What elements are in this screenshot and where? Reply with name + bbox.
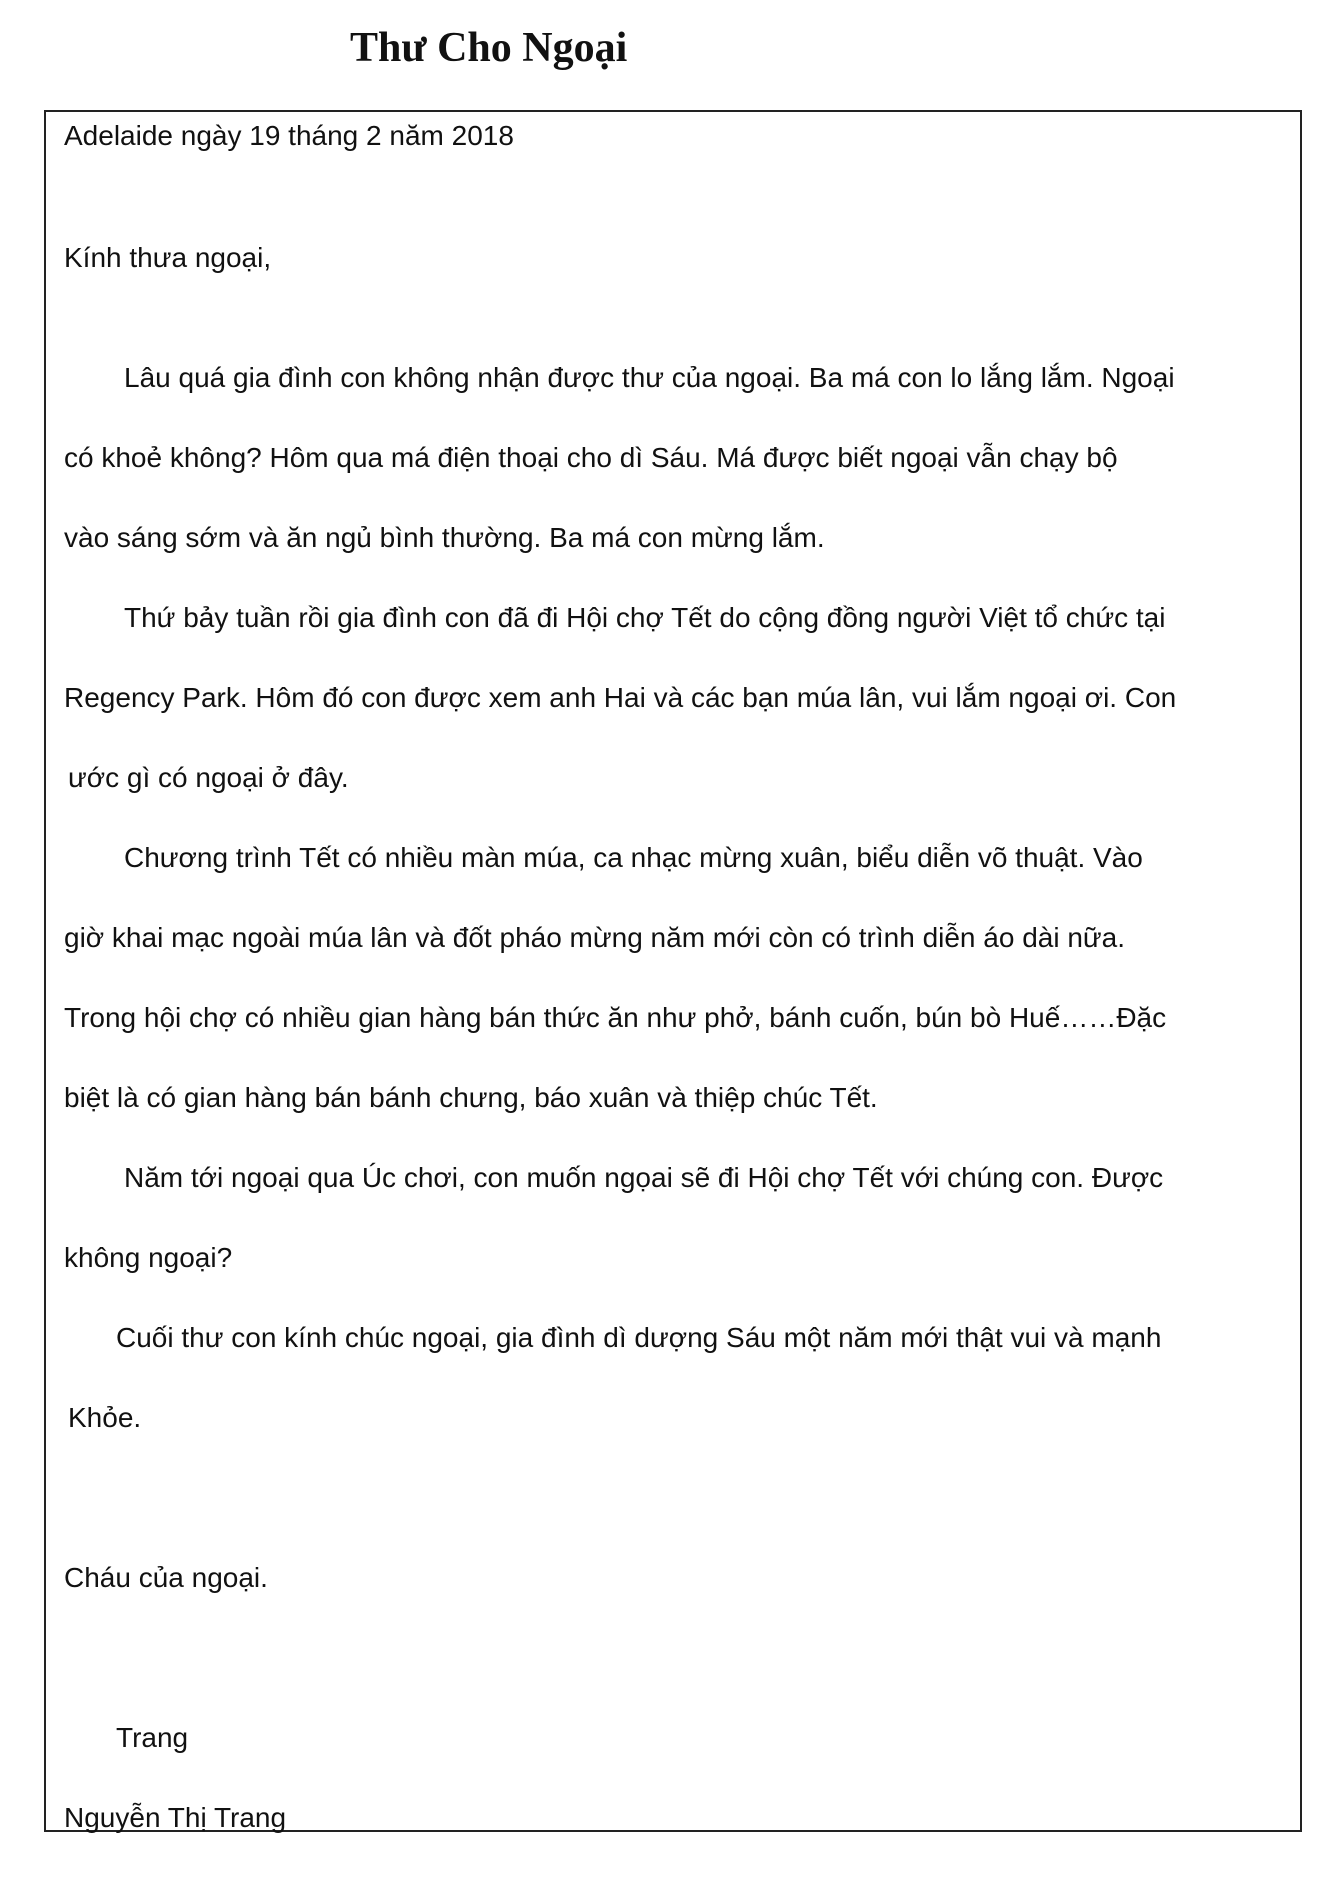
paragraph-line: biệt là có gian hàng bán bánh chưng, báo xuân và thiệp chúc Tết. xyxy=(64,1082,878,1113)
paragraph-line: giờ khai mạc ngoài múa lân và đốt pháo mừng năm mới còn có trình diễn áo dài nữa. xyxy=(64,922,1126,953)
paragraph-line: có khoẻ không? Hôm qua má điện thoại cho dì Sáu. Má được biết ngoại vẫn chạy bộ xyxy=(64,442,1118,473)
paragraph-line: vào sáng sớm và ăn ngủ bình thường. Ba má con mừng lắm. xyxy=(64,522,825,553)
paragraph-line: không ngoại? xyxy=(64,1242,233,1273)
signature: Trang xyxy=(116,1722,189,1753)
paragraph-line: Trong hội chợ có nhiều gian hàng bán thức ăn như phở, bánh cuốn, bún bò Huế……Đặc xyxy=(64,1002,1167,1033)
paragraph-line: Thứ bảy tuần rồi gia đình con đã đi Hội chợ Tết do cộng đồng người Việt tổ chức tại xyxy=(124,602,1166,633)
letter-frame xyxy=(44,110,1302,1832)
closing-line: Cháu của ngoại. xyxy=(64,1562,268,1593)
paragraph-line: Lâu quá gia đình con không nhận được thư của ngoại. Ba má con lo lắng lắm. Ngoại xyxy=(124,362,1175,393)
letter-title: Thư Cho Ngoại xyxy=(350,25,628,71)
full-name: Nguyễn Thị Trang xyxy=(64,1802,287,1833)
paragraph-line: Chương trình Tết có nhiều màn múa, ca nhạc mừng xuân, biểu diễn võ thuật. Vào xyxy=(124,842,1143,873)
paragraph-line: Khỏe. xyxy=(68,1402,142,1433)
paragraph-line: Regency Park. Hôm đó con được xem anh Hai và các bạn múa lân, vui lắm ngoại ơi. Con xyxy=(64,682,1177,713)
salutation: Kính thưa ngoại, xyxy=(64,242,272,273)
paragraph-line: Năm tới ngoại qua Úc chơi, con muốn ngọai sẽ đi Hội chợ Tết với chúng con. Được xyxy=(124,1162,1164,1193)
date-line: Adelaide ngày 19 tháng 2 năm 2018 xyxy=(64,120,514,151)
paragraph-line: ước gì có ngoại ở đây. xyxy=(68,762,349,793)
paragraph-line: Cuối thư con kính chúc ngoại, gia đình dì dượng Sáu một năm mới thật vui và mạnh xyxy=(116,1322,1162,1353)
